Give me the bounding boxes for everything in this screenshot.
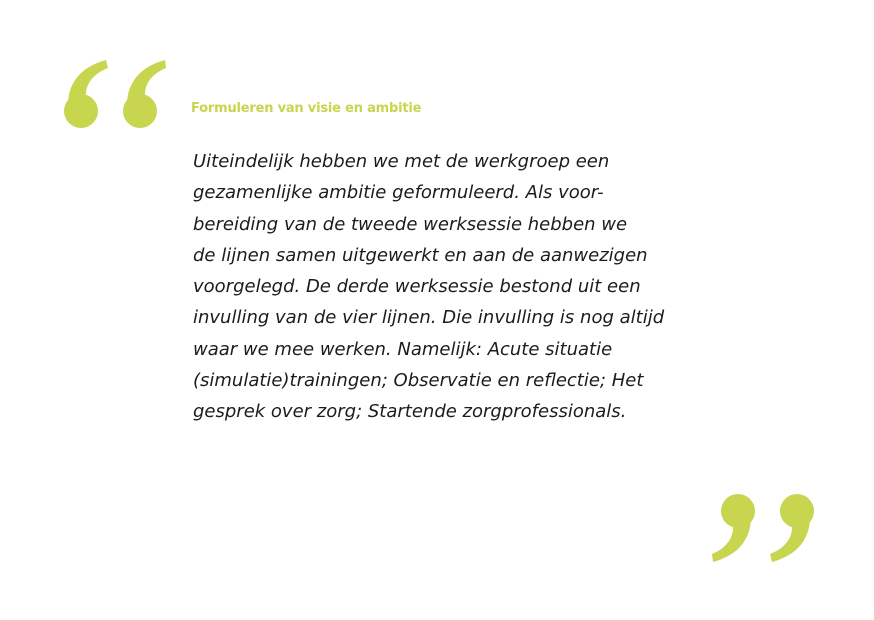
quote-body [193, 146, 713, 428]
quote-line: Uiteindelijk hebben we met de werkgroep een [193, 151, 610, 172]
quote-line: de lijnen samen uitgewerkt en aan de aanwezigen [193, 244, 648, 266]
quote-line: waar we mee werken. Namelijk: Acute situatie [193, 338, 613, 360]
quote-line: invulling van de vier lijnen. Die invulling is nog altijd [193, 307, 665, 329]
left-double-quote-icon [62, 58, 166, 132]
quote-line: (simulatie)trainingen; Observatie en reflectie; Het [193, 370, 644, 392]
quote-line: bereiding van de tweede werksessie hebben we [193, 213, 628, 235]
quote-line: gesprek over zorg; Startende zorgprofessionals. [193, 401, 627, 423]
quote-heading: Formuleren van visie en ambitie [191, 101, 422, 116]
right-double-quote-icon [712, 490, 816, 564]
quote-line: voorgelegd. De derde werksessie bestond uit een [193, 276, 641, 298]
quote-line: gezamenlijke ambitie geformuleerd. Als voor- [193, 182, 604, 204]
